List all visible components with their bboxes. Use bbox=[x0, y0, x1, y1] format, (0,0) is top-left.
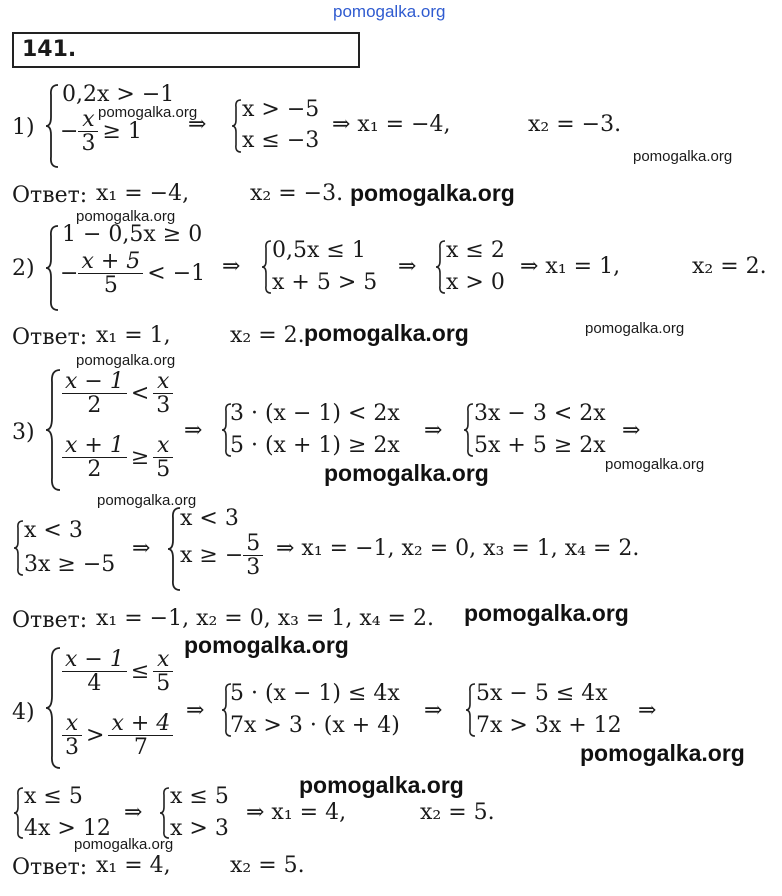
brace-p4-sys3 bbox=[466, 682, 476, 738]
p3-f2-left bbox=[62, 434, 127, 481]
p4-sys4-line2: 4x > 12 bbox=[24, 816, 111, 841]
p3-sys5-rel: x ≥ − bbox=[180, 542, 244, 568]
p4-f1-den2: 5 bbox=[156, 671, 171, 697]
brace-p2-sys1 bbox=[46, 224, 60, 312]
p4-arrow-1: ⇒ bbox=[186, 698, 205, 723]
p3-arrow-3: ⇒ bbox=[622, 418, 641, 443]
p3-f1-right bbox=[153, 370, 173, 417]
p1-tail-2: x₂ = −3. bbox=[528, 112, 622, 137]
p3-arrow-4: ⇒ bbox=[132, 536, 151, 561]
p4-tail-2: x₂ = 5. bbox=[420, 800, 495, 825]
p2-sys1-line1: 1 − 0,5x ≥ 0 bbox=[62, 222, 203, 247]
p4-sys4-line1: x ≤ 5 bbox=[24, 784, 83, 809]
p3-sys4-line2: 3x ≥ −5 bbox=[24, 552, 116, 577]
watermark: pomogalka.org bbox=[98, 104, 198, 121]
watermark: pomogalka.org bbox=[464, 600, 629, 626]
p3-tail: ⇒ x₁ = −1, x₂ = 0, x₃ = 1, x₄ = 2. bbox=[276, 536, 640, 561]
brace-p2-sys2 bbox=[262, 239, 272, 295]
p2-sys1-line2 bbox=[60, 250, 205, 297]
p1-answer-2: x₂ = −3. bbox=[250, 181, 344, 206]
problem-1-label: 1) bbox=[12, 115, 35, 140]
p2-answer-2: x₂ = 2. bbox=[230, 323, 305, 348]
watermark: pomogalka.org bbox=[76, 208, 176, 225]
p1-tail: ⇒ x₁ = −4, bbox=[332, 112, 451, 137]
problem-2-label: 2) bbox=[12, 256, 35, 281]
p3-f1-den2: 3 bbox=[156, 393, 171, 419]
p2-minus: − bbox=[60, 260, 79, 286]
p4-f1-num: x − 1 bbox=[65, 647, 124, 672]
p4-f2-num: x bbox=[65, 711, 79, 736]
p4-sys5-line2: x > 3 bbox=[170, 816, 229, 841]
p3-sys5-frac-num: 5 bbox=[246, 531, 261, 556]
p1-sys1-line1: 0,2x > −1 bbox=[62, 82, 175, 107]
p3-sys5-line2 bbox=[180, 532, 263, 579]
p4-arrow-4: ⇒ bbox=[124, 800, 143, 825]
p3-f2-den: 2 bbox=[87, 457, 102, 483]
p3-f2-num: x + 1 bbox=[65, 433, 124, 458]
p1-fraction bbox=[78, 108, 98, 155]
p3-answer-label: Ответ: bbox=[12, 608, 88, 633]
brace-p3-sys4 bbox=[14, 519, 24, 577]
watermark: pomogalka.org bbox=[76, 352, 176, 369]
p3-f1-num: x − 1 bbox=[65, 369, 124, 394]
p4-sys3-line2: 7x > 3x + 12 bbox=[476, 713, 622, 738]
p3-f1-num2: x bbox=[157, 369, 170, 394]
p3-sys2-line2: 5 · (x + 1) ≥ 2x bbox=[230, 433, 400, 458]
p2-rel: < −1 bbox=[147, 260, 206, 286]
p3-f2-rel: ≥ bbox=[130, 444, 150, 470]
p1-sys2-line2: x ≤ −3 bbox=[242, 128, 320, 153]
watermark: pomogalka.org bbox=[299, 772, 464, 798]
task-number: 141. bbox=[22, 37, 77, 62]
p4-sys5-line1: x ≤ 5 bbox=[170, 784, 229, 809]
p3-arrow-2: ⇒ bbox=[424, 418, 443, 443]
p3-f2-right bbox=[153, 434, 173, 481]
brace-p3-sys3 bbox=[464, 402, 474, 458]
p3-sys4-line1: x < 3 bbox=[24, 518, 83, 543]
watermark: pomogalka.org bbox=[605, 456, 705, 473]
brace-p3-sys1 bbox=[46, 368, 62, 492]
p2-frac-den: 5 bbox=[103, 273, 118, 299]
watermark: pomogalka.org bbox=[184, 632, 349, 658]
p4-f1-right bbox=[153, 648, 173, 695]
brace-p4-sys1 bbox=[46, 646, 62, 770]
p2-frac-num: x + 5 bbox=[81, 249, 141, 274]
brace-p1-sys1 bbox=[46, 83, 60, 169]
p2-arrow-1: ⇒ bbox=[222, 254, 241, 279]
p3-sys5-fraction bbox=[243, 532, 263, 579]
p4-f1-den: 4 bbox=[87, 671, 102, 697]
task-header-box bbox=[12, 32, 360, 68]
brace-p2-sys3 bbox=[436, 239, 446, 295]
p4-f1-rel: ≤ bbox=[130, 658, 150, 684]
watermark: pomogalka.org bbox=[304, 320, 469, 346]
brace-p1-sys2 bbox=[232, 98, 242, 154]
p4-sys2-line2: 7x > 3 · (x + 4) bbox=[230, 713, 400, 738]
p3-f1-den: 2 bbox=[87, 393, 102, 419]
p4-sys3-line1: 5x − 5 ≤ 4x bbox=[476, 681, 608, 706]
p4-f2-left bbox=[62, 712, 82, 759]
p4-f2-right bbox=[108, 712, 173, 759]
p4-f2-den2: 7 bbox=[133, 735, 148, 761]
p1-answer: x₁ = −4, bbox=[96, 181, 190, 206]
p3-f1-rel: < bbox=[130, 380, 150, 406]
p3-arrow-1: ⇒ bbox=[184, 418, 203, 443]
p2-sys3-line2: x > 0 bbox=[446, 270, 505, 295]
problem-3-label: 3) bbox=[12, 420, 35, 445]
p4-f2-num2: x + 4 bbox=[111, 711, 171, 736]
p2-fraction bbox=[78, 250, 143, 297]
p1-sys2-line1: x > −5 bbox=[242, 97, 320, 122]
p4-sys2-line1: 5 · (x − 1) ≤ 4x bbox=[230, 681, 400, 706]
watermark: pomogalka.org bbox=[633, 148, 733, 165]
p4-tail: ⇒ x₁ = 4, bbox=[246, 800, 347, 825]
p1-minus: − bbox=[60, 118, 79, 144]
p2-tail: ⇒ x₁ = 1, bbox=[520, 254, 621, 279]
watermark: pomogalka.org bbox=[580, 740, 745, 766]
brace-p4-sys5 bbox=[160, 786, 170, 840]
p2-arrow-2: ⇒ bbox=[398, 254, 417, 279]
p1-frac-num: x bbox=[82, 107, 95, 132]
p4-f2-den: 3 bbox=[65, 735, 79, 761]
p3-sys2-line1: 3 · (x − 1) < 2x bbox=[230, 401, 400, 426]
site-watermark-top[interactable]: pomogalka.org bbox=[333, 2, 446, 21]
p4-answer: x₁ = 4, bbox=[96, 853, 171, 878]
watermark: pomogalka.org bbox=[74, 836, 174, 853]
p4-arrow-2: ⇒ bbox=[424, 698, 443, 723]
p3-sys5-frac-den: 3 bbox=[246, 555, 261, 581]
p4-answer-2: x₂ = 5. bbox=[230, 853, 305, 878]
p4-arrow-3: ⇒ bbox=[638, 698, 657, 723]
p2-sys2-line2: x + 5 > 5 bbox=[272, 270, 378, 295]
p4-sys1-line2 bbox=[62, 712, 173, 759]
p1-answer-label: Ответ: bbox=[12, 183, 88, 208]
p3-f2-den2: 5 bbox=[156, 457, 171, 483]
p4-f2-rel: > bbox=[86, 722, 105, 748]
watermark: pomogalka.org bbox=[324, 460, 489, 486]
p4-sys1-line1 bbox=[62, 648, 173, 695]
p2-sys2-line1: 0,5x ≤ 1 bbox=[272, 238, 366, 263]
p2-answer-label: Ответ: bbox=[12, 325, 88, 350]
brace-p4-sys4 bbox=[14, 786, 24, 840]
p3-sys3-line1: 3x − 3 < 2x bbox=[474, 401, 606, 426]
p3-sys3-line2: 5x + 5 ≥ 2x bbox=[474, 433, 606, 458]
watermark: pomogalka.org bbox=[585, 320, 685, 337]
p2-tail-2: x₂ = 2. bbox=[692, 254, 767, 279]
p1-frac-den: 3 bbox=[81, 131, 96, 157]
watermark: pomogalka.org bbox=[97, 492, 197, 509]
watermark: pomogalka.org bbox=[350, 180, 515, 206]
p3-sys1-line2 bbox=[62, 434, 173, 481]
p3-answer: x₁ = −1, x₂ = 0, x₃ = 1, x₄ = 2. bbox=[96, 606, 434, 631]
p4-answer-label: Ответ: bbox=[12, 855, 88, 880]
p3-f1-left bbox=[62, 370, 127, 417]
p2-answer: x₁ = 1, bbox=[96, 323, 171, 348]
p3-sys1-line1 bbox=[62, 370, 173, 417]
problem-4-label: 4) bbox=[12, 700, 35, 725]
p3-sys5-line1: x < 3 bbox=[180, 506, 239, 531]
p1-arrow-1: ⇒ bbox=[188, 112, 207, 137]
p4-f1-left bbox=[62, 648, 127, 695]
p4-f1-num2: x bbox=[157, 647, 170, 672]
p1-rel: ≥ 1 bbox=[102, 118, 142, 144]
p3-f2-num2: x bbox=[157, 433, 170, 458]
p2-sys3-line1: x ≤ 2 bbox=[446, 238, 505, 263]
